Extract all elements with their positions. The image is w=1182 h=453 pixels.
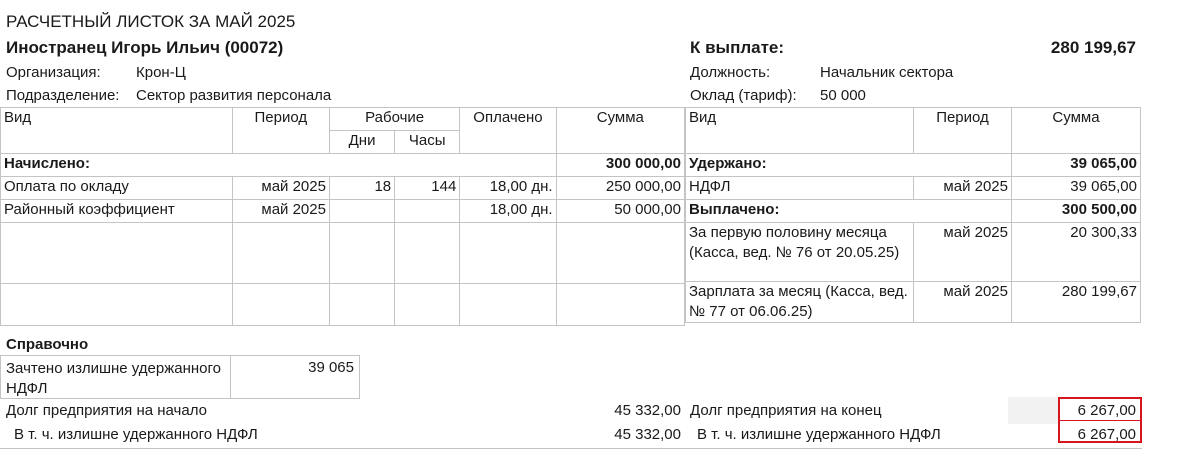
row-days — [329, 200, 394, 223]
empty-row — [1, 223, 685, 284]
row-paid: 18,00 дн. — [460, 177, 556, 200]
accruals-table — [0, 107, 685, 326]
highlight-box — [1058, 397, 1142, 443]
row-kind: Районный коэффициент — [1, 200, 233, 223]
header-paid: Оплачено — [460, 108, 556, 154]
position-value: Начальник сектора — [820, 64, 954, 81]
header-period: Период — [914, 108, 1012, 154]
row-period: май 2025 — [914, 177, 1012, 200]
excess-ndfl-value: 39 065 — [308, 359, 354, 376]
row-sum: 280 199,67 — [1012, 282, 1141, 323]
row-hours — [395, 200, 460, 223]
debt-end-sub-label: В т. ч. излишне удержанного НДФЛ — [697, 426, 941, 443]
dept-label: Подразделение: — [6, 87, 120, 104]
row-period: май 2025 — [914, 223, 1012, 282]
accrued-total: 300 000,00 — [556, 154, 684, 177]
divider — [0, 355, 360, 356]
deductions-table — [685, 107, 1141, 323]
debt-start-label: Долг предприятия на начало — [6, 402, 207, 419]
paid-label: Выплачено: — [686, 200, 1012, 223]
row-kind: Оплата по окладу — [1, 177, 233, 200]
row-kind: За первую половину месяца (Касса, вед. № 76 от 20.05.25) — [686, 223, 914, 282]
row-paid: 18,00 дн. — [460, 200, 556, 223]
withheld-total: 39 065,00 — [1012, 154, 1141, 177]
divider — [359, 355, 360, 399]
withheld-label: Удержано: — [686, 154, 1012, 177]
row-kind: НДФЛ — [686, 177, 914, 200]
row-hours: 144 — [395, 177, 460, 200]
divider — [230, 355, 231, 399]
accrued-label: Начислено: — [1, 154, 557, 177]
table-row — [686, 282, 1141, 323]
header-kind: Вид — [686, 108, 914, 154]
header-kind: Вид — [1, 108, 233, 154]
empty-row — [1, 284, 685, 326]
divider — [0, 448, 1142, 449]
salary-value: 50 000 — [820, 87, 866, 104]
debt-start-sub-label: В т. ч. излишне удержанного НДФЛ — [14, 426, 258, 443]
debt-start-value: 45 332,00 — [614, 402, 681, 419]
payout-label: К выплате: — [690, 38, 785, 57]
employee-name: Иностранец Игорь Ильич (00072) — [6, 38, 284, 57]
position-label: Должность: — [690, 64, 771, 81]
header-sum: Сумма — [556, 108, 684, 154]
header-hours: Часы — [395, 131, 460, 154]
row-period: май 2025 — [232, 177, 329, 200]
row-days: 18 — [329, 177, 394, 200]
row-kind: Зарплата за месяц (Касса, вед. № 77 от 06.06.25) — [686, 282, 914, 323]
org-label: Организация: — [6, 64, 101, 81]
debt-start-sub-value: 45 332,00 — [614, 426, 681, 443]
row-sum: 39 065,00 — [1012, 177, 1141, 200]
header-sum: Сумма — [1012, 108, 1141, 154]
table-row — [686, 177, 1141, 200]
header-days: Дни — [329, 131, 394, 154]
org-value: Крон-Ц — [136, 64, 186, 81]
salary-label: Оклад (тариф): — [690, 87, 797, 104]
row-period: май 2025 — [914, 282, 1012, 323]
row-period: май 2025 — [232, 200, 329, 223]
excess-ndfl-label: Зачтено излишне удержанного НДФЛ — [6, 360, 221, 397]
row-sum: 250 000,00 — [556, 177, 684, 200]
header-period: Период — [232, 108, 329, 154]
table-row — [686, 223, 1141, 282]
debt-end-label: Долг предприятия на конец — [690, 402, 882, 419]
header-work: Рабочие — [329, 108, 459, 131]
paid-total: 300 500,00 — [1012, 200, 1141, 223]
row-sum: 50 000,00 — [556, 200, 684, 223]
row-sum: 20 300,33 — [1012, 223, 1141, 282]
payout-value: 280 199,67 — [1050, 38, 1136, 57]
debt-end-value: 6 267,00 — [1077, 402, 1136, 419]
divider — [0, 355, 1, 399]
table-row — [1, 200, 685, 223]
reference-label: Справочно — [6, 336, 89, 353]
table-row — [1, 177, 685, 200]
debt-end-sub-value: 6 267,00 — [1077, 426, 1136, 443]
dept-value: Сектор развития персонала — [136, 87, 332, 104]
payslip-title: РАСЧЕТНЫЙ ЛИСТОК ЗА МАЙ 2025 — [6, 12, 296, 31]
